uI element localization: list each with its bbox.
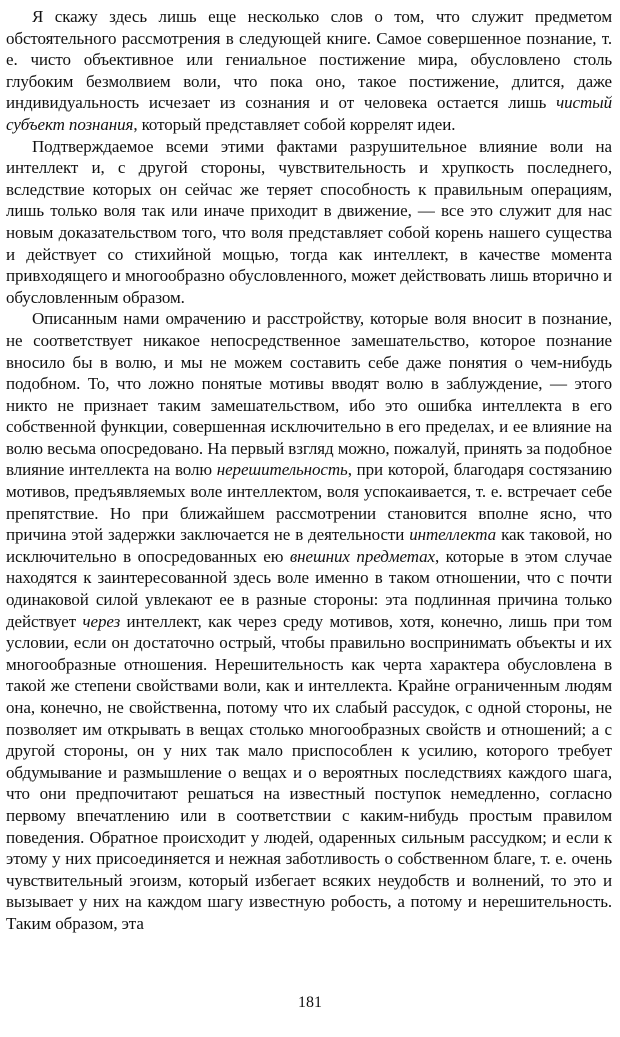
paragraph-3-italic-external-objects: внешних предметах [289,546,435,566]
paragraph-3-text-d: , которые в этом случае находятся к заинтересованной здесь воле именно в таком отношении, что с почти одинаковой силой увлекают ее в разные стороны: эта подлинная причина только действует [6,546,612,631]
paragraph-3-italic-indecision: нерешительность [216,460,348,480]
paragraph-3 [6,308,612,934]
paragraph-3-text-c: как таковой, но исключительно в опосредованных ею [6,525,612,566]
paragraph-3-text-e: интеллект, как через среду мотивов, хотя, конечно, лишь при том условии, если он достаточно острый, чтобы правильно воспринимать объекты и их многообразные отношения. Нерешительность как черта характера обусловлена в такой же степени свойствами воли, как и интеллекта. Крайне ограниченным людям она, конечно, не свойственна, потому что их слабый рассудок, с одной стороны, не позволяет им открывать в вещах столько многообразных свойств и отношений; а с другой стороны, он у них так мало приспособлен к усилию, которого требует обдумывание и размышление о вещах и о вероятных последствиях каждого шага, что они предпочитают решаться на известный поступок немедленно, согласно первому впечатлению или в соответствии с каким-нибудь простым правилом поведения. Обратное происходит у людей, одаренных сильным рассудком; и если к этому у них присоединяется и нежная заботливость о собственном благе, т. е. очень чувствительный эгоизм, который избегает всяких неудобств и волнений, то это и вызывает у них на каждом шагу известную робость, а потому и нерешительность. Таким образом, эта [6,611,612,933]
paragraph-3-text-a: Описанным нами омрачению и расстройству, которые воля вносит в познание, не соответствует никакое непосредственное замешательство, которое познание вносило бы в волю, и мы не можем составить себе даже понятия о чем-нибудь подобном. То, что ложно понятые мотивы вводят волю в заблуждение, — этого никто не признает таким замешательством, ибо это ошибка интеллекта в его собственной функции, совершенная исключительно в его пределах, и ее влияние на волю весьма опосредовано. На первый взгляд можно, пожалуй, принять за подобное влияние интеллекта на волю [6,309,612,480]
paragraph-3-text-b: , при которой, благодаря состязанию мотивов, предъявляемых воле интеллектом, воля успокаивается, т. е. встречает себе препятствие. Но при ближайшем рассмотрении становится вполне ясно, что причина этой задержки заключается не в деятельности [6,460,612,545]
body-text [6,6,612,935]
paragraph-2 [6,136,612,309]
paragraph-1 [6,6,612,136]
paragraph-1-text: Я скажу здесь лишь еще несколько слов о том, что служит предметом обстоятельного рассмотрения в следующей книге. Самое совершенное познание, т. е. чисто объективное или гениальное постижение мира, обусловлено столь глубоким безмолвием воли, что пока оно, такое постижение, длится, даже индивидуальность исчезает из сознания и от человека остается лишь [6,7,612,113]
paragraph-3-italic-intellect: интеллекта [409,525,497,545]
paragraph-3-italic-through: через [82,611,121,631]
paragraph-1-italic-pure-subject: чистый субъект познания [6,93,612,134]
paragraph-1-text-end: , который представляет собой коррелят идеи. [133,114,456,134]
page-number: 181 [298,994,322,1011]
paragraph-2-text: Подтверждаемое всеми этими фактами разрушительное влияние воли на интеллект и, с другой стороны, чувствительность и хрупкость последнего, вследствие которых он сейчас же теряет способность к правильным операциям, лишь только воля так или иначе приходит в движение, — все это служит для нас новым доказательством того, что воля представляет собой корень нашего существа и действует со стихийной мощью, тогда как интеллект, в качестве момента привходящего и многообразно обусловленного, может действовать лишь вторично и обусловленным образом. [6,136,612,307]
